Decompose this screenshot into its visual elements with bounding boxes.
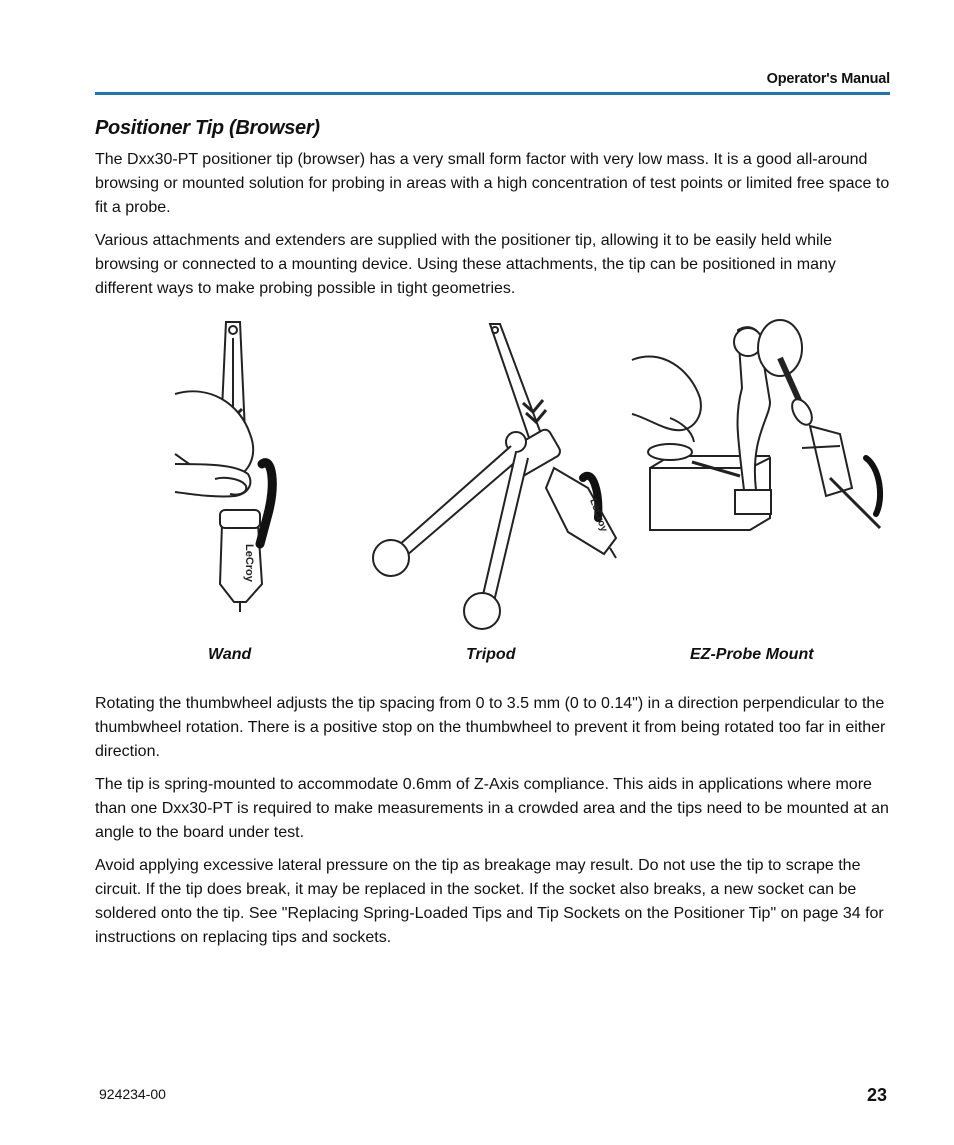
paragraph-intro: The Dxx30-PT positioner tip (browser) has a very small form factor with very low mass. It is a good all-around browsing or mounted solution for probing in areas with a high concentration of test points or limited free space to fit a probe.: [95, 151, 890, 216]
caption-tripod: Tripod: [466, 646, 516, 663]
tripod-illustration: [368, 318, 628, 634]
ez-probe-mount-illustration: [630, 318, 888, 540]
wand-illustration: [150, 314, 315, 614]
footer-doc-number: 924234-00: [99, 1086, 166, 1102]
header-title: Operator's Manual: [766, 71, 890, 87]
header-rule: [95, 92, 890, 95]
paragraph-caution: Avoid applying excessive lateral pressure on the tip as breakage may result. Do not use the tip to scrape the circuit. If the tip does break, it may be replaced in the socket. If the socket also breaks, a new socket can be soldered onto the tip. See "Replacing Spring-Loaded Tips and Tip Sockets on the Positioner Tip" on page 34 for instructions on replacing tips and sockets.: [95, 857, 884, 946]
paragraph-thumbwheel: Rotating the thumbwheel adjusts the tip spacing from 0 to 3.5 mm (0 to 0.14") in a direction perpendicular to the thumbwheel rotation. There is a positive stop on the thumbwheel to prevent it from being rotated too far in either direction.: [95, 695, 886, 760]
paragraph-spring-mount: The tip is spring-mounted to accommodate 0.6mm of Z-Axis compliance. This aids in applications where more than one Dxx30-PT is required to make measurements in a crowded area and the tips need to be mounted at an angle to the board under test.: [95, 776, 889, 841]
caption-ez-probe-mount: EZ-Probe Mount: [690, 646, 814, 663]
footer-page-number: 23: [866, 1085, 887, 1105]
paragraph-attachments: Various attachments and extenders are supplied with the positioner tip, allowing it to be easily held while browsing or connected to a mounting device. Using these attachments, the tip can be positioned in many different ways to make probing possible in tight geometries.: [95, 232, 836, 297]
section-title: Positioner Tip (Browser): [95, 117, 320, 139]
caption-wand: Wand: [208, 646, 252, 663]
wand-brand-mark: LeCroy: [243, 544, 255, 582]
tripod-brand-mark: LeCroy: [587, 497, 610, 534]
